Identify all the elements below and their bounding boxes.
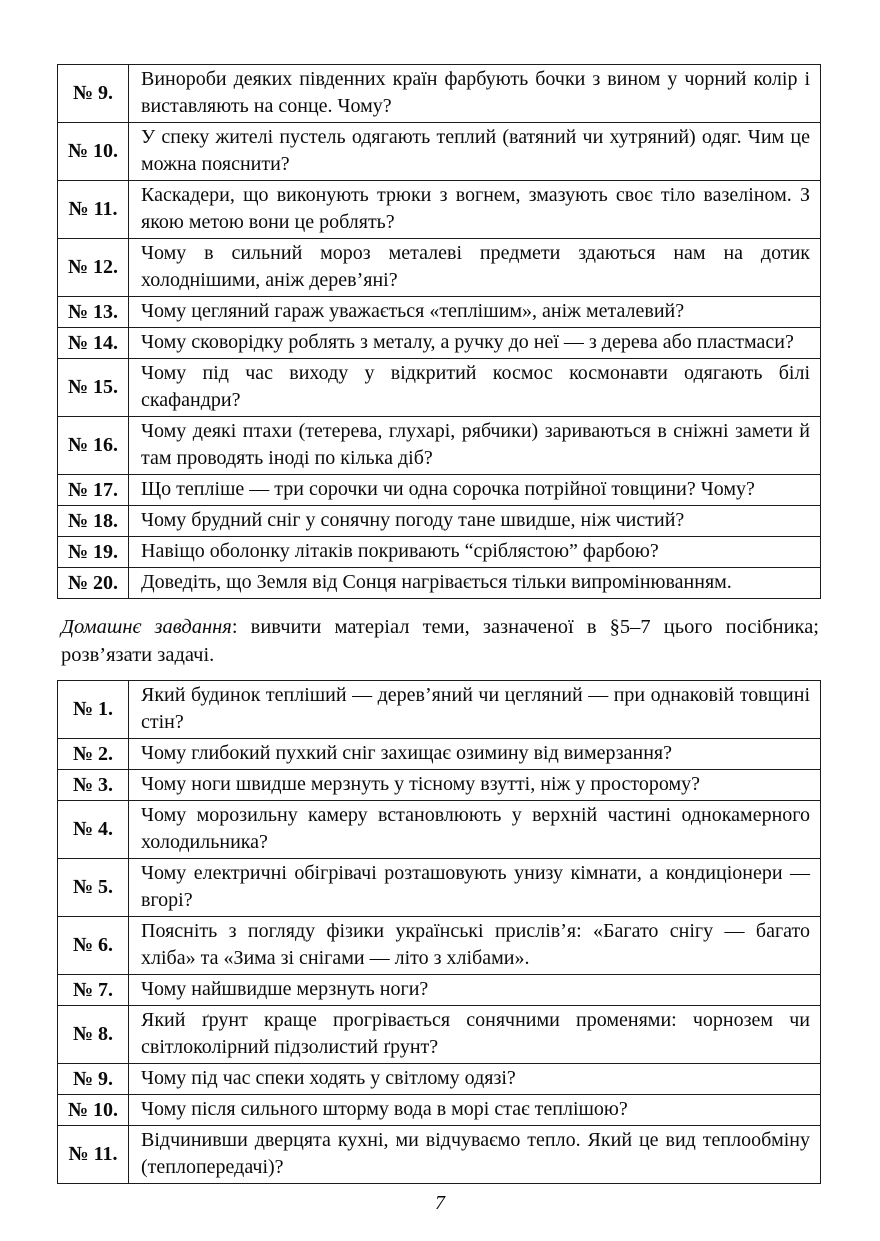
question-text: Відчинивши дверцята кухні, ми відчуваємо тепло. Який це вид теплообміну (теплопередачі)? bbox=[129, 1126, 821, 1184]
questions-table-bottom-body bbox=[58, 681, 821, 1184]
question-text: Чому цегляний гараж уважається «теплішим», аніж металевий? bbox=[129, 297, 821, 328]
question-number: № 9. bbox=[58, 65, 129, 123]
table-row bbox=[58, 65, 821, 123]
question-number: № 3. bbox=[58, 770, 129, 801]
table-row bbox=[58, 975, 821, 1006]
table-row bbox=[58, 181, 821, 239]
question-number: № 12. bbox=[58, 239, 129, 297]
table-row bbox=[58, 123, 821, 181]
question-number: № 4. bbox=[58, 801, 129, 859]
question-number: № 7. bbox=[58, 975, 129, 1006]
table-row bbox=[58, 537, 821, 568]
table-row bbox=[58, 239, 821, 297]
question-number: № 11. bbox=[58, 181, 129, 239]
question-number: № 10. bbox=[58, 123, 129, 181]
table-row bbox=[58, 1006, 821, 1064]
question-number: № 13. bbox=[58, 297, 129, 328]
table-row bbox=[58, 801, 821, 859]
questions-table-top bbox=[57, 64, 821, 599]
question-text: Чому сковорідку роблять з металу, а ручку до неї — з дерева або пластмаси? bbox=[129, 328, 821, 359]
question-text: Чому глибокий пухкий сніг захищає озимину від вимерзання? bbox=[129, 739, 821, 770]
question-number: № 19. bbox=[58, 537, 129, 568]
question-text: Чому під час спеки ходять у світлому одязі? bbox=[129, 1064, 821, 1095]
question-number: № 8. bbox=[58, 1006, 129, 1064]
question-number: № 17. bbox=[58, 475, 129, 506]
question-number: № 14. bbox=[58, 328, 129, 359]
table-row bbox=[58, 568, 821, 599]
question-text: Чому в сильний мороз металеві предмети здаються нам на дотик холоднішими, аніж дерев’яні? bbox=[129, 239, 821, 297]
question-number: № 9. bbox=[58, 1064, 129, 1095]
table-row bbox=[58, 1095, 821, 1126]
questions-table-top-body bbox=[58, 65, 821, 599]
question-number: № 6. bbox=[58, 917, 129, 975]
question-text: У спеку жителі пустель одягають теплий (ватяний чи хутряний) одяг. Чим це можна пояснити? bbox=[129, 123, 821, 181]
question-text: Чому ноги швидше мерзнуть у тісному взутті, ніж у просторому? bbox=[129, 770, 821, 801]
question-text: Поясніть з погляду фізики українські прислів’я: «Багато снігу — багато хліба» та «Зима зі снігами — літо з хлібами». bbox=[129, 917, 821, 975]
table-row bbox=[58, 859, 821, 917]
question-text: Винороби деяких південних країн фарбують бочки з вином у чорний колір і виставляють на сонце. Чому? bbox=[129, 65, 821, 123]
question-number: № 20. bbox=[58, 568, 129, 599]
question-number: № 16. bbox=[58, 417, 129, 475]
question-text: Чому під час виходу у відкритий космос космонавти одягають білі скафандри? bbox=[129, 359, 821, 417]
question-text: Каскадери, що виконують трюки з вогнем, змазують своє тіло вазеліном. З якою метою вони це роблять? bbox=[129, 181, 821, 239]
question-text: Чому морозильну камеру встановлюють у верхній частині однокамерного холодильника? bbox=[129, 801, 821, 859]
homework-note bbox=[61, 613, 819, 669]
homework-note-label: Домашнє завдання bbox=[61, 616, 232, 638]
question-number: № 11. bbox=[58, 1126, 129, 1184]
table-row bbox=[58, 417, 821, 475]
question-number: № 18. bbox=[58, 506, 129, 537]
homework-note-text: : вивчити матеріал теми, зазначеної в §5–7 цього посібника; розв’язати задачі. bbox=[61, 616, 819, 666]
table-row bbox=[58, 770, 821, 801]
question-text: Що тепліше — три сорочки чи одна сорочка потрійної товщини? Чому? bbox=[129, 475, 821, 506]
question-number: № 5. bbox=[58, 859, 129, 917]
question-text: Чому деякі птахи (тетерева, глухарі, рябчики) зариваються в сніжні замети й там проводять іноді по кілька діб? bbox=[129, 417, 821, 475]
table-row bbox=[58, 1126, 821, 1184]
question-text: Чому найшвидше мерзнуть ноги? bbox=[129, 975, 821, 1006]
page-number: 7 bbox=[435, 1192, 445, 1214]
table-row bbox=[58, 506, 821, 537]
question-number: № 15. bbox=[58, 359, 129, 417]
table-row bbox=[58, 739, 821, 770]
question-text: Чому брудний сніг у сонячну погоду тане швидше, ніж чистий? bbox=[129, 506, 821, 537]
table-row bbox=[58, 297, 821, 328]
table-row bbox=[58, 475, 821, 506]
question-text: Доведіть, що Земля від Сонця нагрівається тільки випромінюванням. bbox=[129, 568, 821, 599]
table-row bbox=[58, 1064, 821, 1095]
question-number: № 10. bbox=[58, 1095, 129, 1126]
question-text: Навіщо оболонку літаків покривають “сріблястою” фарбою? bbox=[129, 537, 821, 568]
question-text: Чому після сильного шторму вода в морі стає теплішою? bbox=[129, 1095, 821, 1126]
question-text: Який ґрунт краще прогрівається сонячними променями: чорнозем чи світлоколірний підзолистий ґрунт? bbox=[129, 1006, 821, 1064]
question-number: № 1. bbox=[58, 681, 129, 739]
table-row bbox=[58, 328, 821, 359]
question-text: Який будинок тепліший — дерев’яний чи цегляний — при однаковій товщині стін? bbox=[129, 681, 821, 739]
table-row bbox=[58, 359, 821, 417]
table-row bbox=[58, 681, 821, 739]
question-text: Чому електричні обігрівачі розташовують унизу кімнати, а кондиціонери — вгорі? bbox=[129, 859, 821, 917]
table-row bbox=[58, 917, 821, 975]
questions-table-bottom bbox=[57, 680, 821, 1184]
question-number: № 2. bbox=[58, 739, 129, 770]
